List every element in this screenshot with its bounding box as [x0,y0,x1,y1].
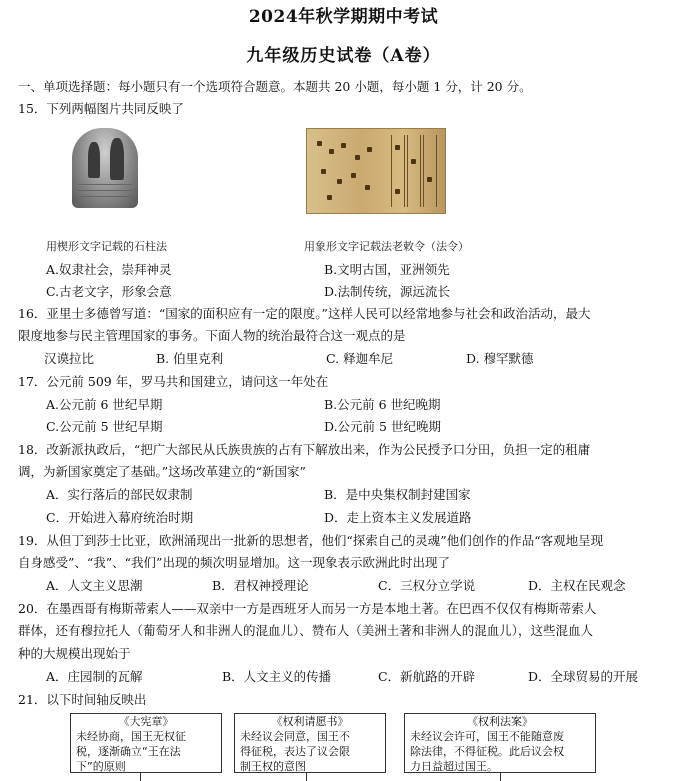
q18-option-a[interactable]: A．实行落后的部民奴隶制 [46,487,193,502]
q17-option-b[interactable]: B.公元前 6 世纪晚期 [324,397,441,412]
q19-stem-line2: 自身感受”、“我”、“我们”出现的频次明显增加。这一现象表示欧洲此时出现了 [18,555,450,570]
pharaoh-papyrus-image [306,128,446,214]
timeline-connector [306,773,307,781]
q16-stem-line2: 限度地参与民主管理国家的事务。下面人物的统治最符合这一观点的是 [18,328,406,343]
q18-stem-line2: 调，为新国家奠定了基础。”这场改革建立的“新国家” [18,464,306,479]
timeline-box-line: 力日益超过国王。 [410,760,498,773]
timeline-box-line: 得征税，表达了议会限 [240,745,350,758]
caption-right: 用象形文字记载法老敕令（法令） [304,240,469,253]
exam-subtitle: 九年级历史试卷（A卷） [246,46,441,66]
q20-stem-line1: 20．在墨西哥有梅斯蒂索人——双亲中一方是西班牙人而另一方是本地土著。在巴西不仅仅有梅斯蒂索人 [18,601,597,616]
q19-option-d[interactable]: D．主权在民观念 [528,578,626,593]
section-heading: 一、单项选择题：每小题只有一个选项符合题意。本题共 20 小题，每小题 1 分，计 20 分。 [18,79,532,94]
timeline-box-line: 未经协商，国王无权征 [76,730,186,743]
timeline-connector [140,773,141,781]
timeline-box-petition-of-right [234,713,386,773]
q15-stem: 15．下列两幅图片共同反映了 [18,101,184,116]
q17-option-a[interactable]: A.公元前 6 世纪早期 [46,397,163,412]
q15-option-b[interactable]: B.文明古国，亚洲领先 [324,262,450,277]
q15-option-c[interactable]: C.古老文字，形象会意 [46,284,172,299]
timeline-box-line: 税，逐渐确立“王在法 [76,745,181,758]
caption-left: 用楔形文字记载的石柱法 [46,240,167,253]
timeline-box-bill-of-rights [404,713,596,773]
timeline-box-line: 除法律，不得征税。此后议会权 [410,745,564,758]
q18-stem-line1: 18．改新派执政后，“把广大部民从氏族贵族的占有下解放出来，作为公民授予口分田，负担一定的租庸 [18,442,591,457]
q19-option-b[interactable]: B．君权神授理论 [212,578,309,593]
q19-option-c[interactable]: C．三权分立学说 [378,578,476,593]
timeline-box-line: 制王权的意图 [240,760,306,773]
q15-option-d[interactable]: D.法制传统，源远流长 [324,284,451,299]
q17-option-d[interactable]: D.公元前 5 世纪晚期 [324,419,441,434]
timeline-box-magna-carta [70,713,222,773]
timeline-box-line: 未经议会同意，国王不 [240,730,350,743]
q18-option-c[interactable]: C．开始进入幕府统治时期 [46,510,194,525]
q20-option-a[interactable]: A．庄园制的瓦解 [46,669,143,684]
q19-option-a[interactable]: A．人文主义思潮 [46,578,143,593]
q19-stem-line1: 19．从但丁到莎士比亚，欧洲涌现出一批新的思想者，他们“探索自己的灵魂”他们创作的作品“客观地呈现 [18,533,604,548]
exam-title: 2024年秋学期期中考试 [248,7,439,27]
q20-stem-line3: 种的大规模出现始于 [18,646,131,661]
timeline-box-line: 未经议会许可，国王不能随意废 [410,730,564,743]
timeline-box-title: 《权利法案》 [467,715,533,728]
q16-stem-line1: 16．亚里士多德曾写道：“国家的面积应有一定的限度。”这样人民可以经常地参与社会和政治活动，最大 [18,306,591,321]
q20-option-c[interactable]: C．新航路的开辟 [378,669,476,684]
q16-option-c[interactable]: C. 释迦牟尼 [326,351,394,366]
q17-stem: 17．公元前 509 年，罗马共和国建立，请问这一年处在 [18,374,329,389]
q20-stem-line2: 群体，还有穆拉托人（葡萄牙人和非洲人的混血儿）、赞布人（美洲土著和非洲人的混血儿），这些混血人 [18,623,594,638]
timeline-box-title: 《大宪章》 [118,715,174,728]
q17-option-c[interactable]: C.公元前 5 世纪早期 [46,419,163,434]
timeline-box-line: 下”的原则 [76,760,126,773]
q16-option-a[interactable]: 汉谟拉比 [44,351,95,366]
timeline-connector [500,773,501,781]
q18-option-b[interactable]: B．是中央集权制封建国家 [324,487,471,502]
q20-option-d[interactable]: D．全球贸易的开展 [528,669,639,684]
q21-stem: 21．以下时间轴反映出 [18,692,147,707]
q16-option-b[interactable]: B. 伯里克利 [156,351,224,366]
q15-option-a[interactable]: A.奴隶社会，崇拜神灵 [46,262,172,277]
q16-option-d[interactable]: D. 穆罕默德 [466,351,534,366]
q20-option-b[interactable]: B．人文主义的传播 [222,669,332,684]
hammurabi-stele-image [72,128,138,208]
timeline-box-title: 《权利请愿书》 [271,715,349,728]
q18-option-d[interactable]: D．走上资本主义发展道路 [324,510,472,525]
